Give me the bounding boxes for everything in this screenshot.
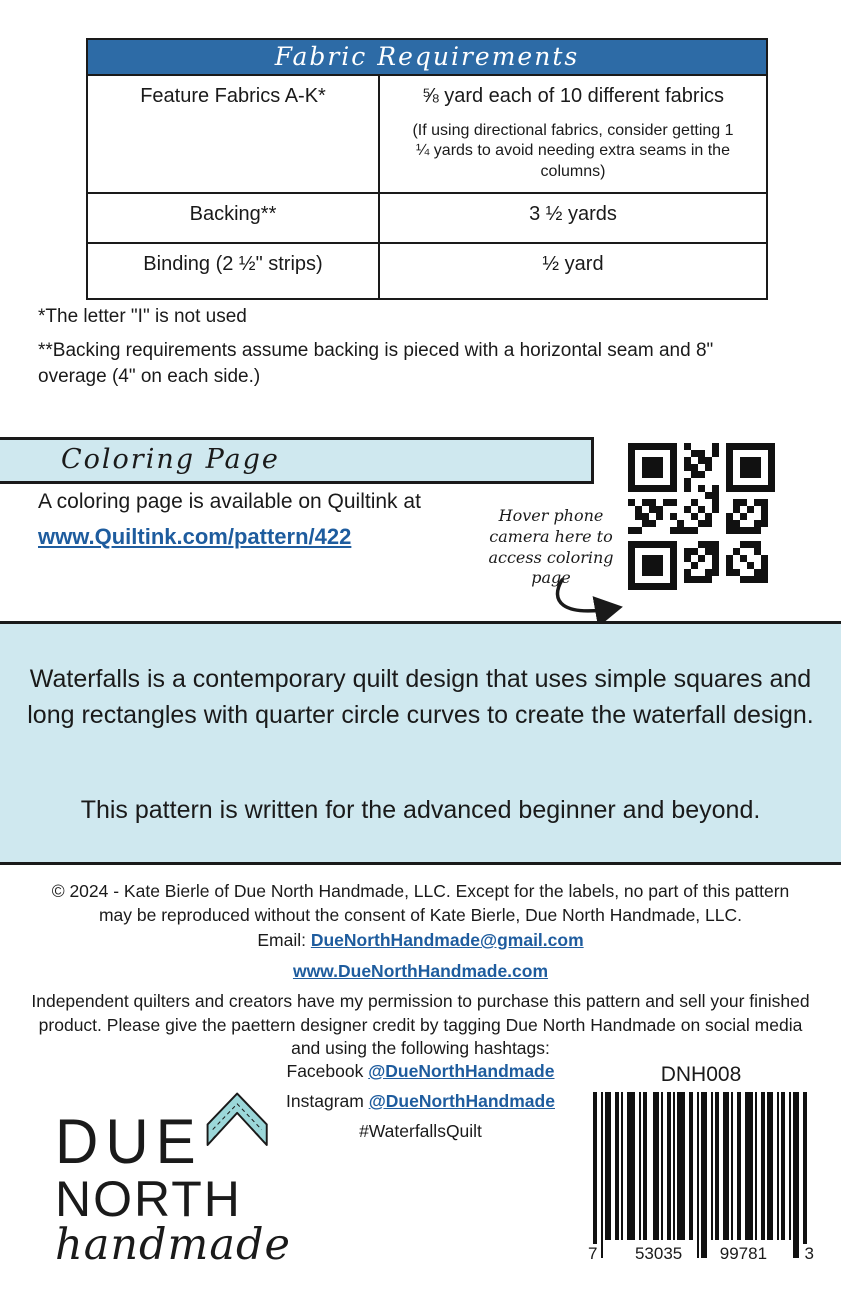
fabric-requirements-table — [86, 38, 768, 300]
due-north-handmade-logo — [55, 1086, 291, 1270]
row-label: Binding (2 ½" strips) — [88, 244, 380, 298]
barcode-block — [585, 1063, 817, 1264]
barcode-digit-left: 7 — [588, 1244, 598, 1263]
qr-instruction-note: Hover phone camera here to access coloring page — [488, 506, 614, 588]
coloring-page-header — [0, 437, 594, 484]
chevron-north-icon — [205, 1086, 269, 1168]
barcode-sku: DNH008 — [660, 1063, 742, 1086]
qr-code — [628, 443, 775, 590]
coloring-page-title: Coloring Page — [61, 444, 280, 475]
facebook-handle-link[interactable]: @DueNorthHandmade — [368, 1061, 555, 1081]
row-value: 3 ½ yards — [529, 203, 617, 225]
barcode-digit-right: 3 — [804, 1244, 814, 1263]
footnote-letter-i: *The letter "I" is not used — [38, 306, 247, 327]
description-paragraph-1: Waterfalls is a contemporary quilt design that uses simple squares and long rectangles with quarter circle curves to create the waterfall design. — [27, 665, 814, 730]
row-label: Backing** — [88, 194, 380, 242]
pattern-description-box — [0, 621, 841, 865]
website-line — [0, 961, 841, 982]
facebook-label: Facebook — [286, 1061, 364, 1081]
logo-text-due: DUE — [55, 1106, 203, 1177]
barcode-digits-group1: 53035 — [634, 1244, 683, 1263]
coloring-page-intro: A coloring page is available on Quiltink at — [38, 490, 421, 513]
footnote-backing: **Backing requirements assume backing is pieced with a horizontal seam and 8" overage (4" on each side.) — [38, 340, 714, 387]
logo-text-handmade: handmade — [55, 1220, 291, 1270]
fabric-requirements-title: Fabric Requirements — [88, 40, 766, 76]
row-value: ½ yard — [542, 253, 604, 275]
email-link[interactable]: DueNorthHandmade@gmail.com — [310, 930, 584, 950]
hashtag: #WaterfallsQuilt — [359, 1121, 482, 1141]
curved-arrow-icon — [548, 578, 634, 626]
row-value — [380, 76, 766, 192]
quiltink-link[interactable]: www.Quiltink.com/pattern/422 — [38, 524, 352, 549]
email-label: Email: — [257, 930, 306, 950]
barcode-digits-group2: 99781 — [719, 1244, 768, 1263]
logo-text-north: NORTH — [55, 1171, 242, 1227]
upc-barcode — [593, 1092, 809, 1260]
permission-notice: Independent quilters and creators have my permission to purchase this pattern and sell your finished product. Please give the paettern designer credit by tagging Due North Handmade on social media and using the following hashtags: — [31, 991, 810, 1059]
row-label: Feature Fabrics A-K* — [88, 76, 380, 192]
row-value-note: (If using directional fabrics, consider getting 1 ¼ yards to avoid needing extra seams in the columns) — [412, 122, 734, 180]
description-paragraph-2: This pattern is written for the advanced beginner and beyond. — [80, 795, 761, 824]
copyright-notice: © 2024 - Kate Bierle of Due North Handmade, LLC. Except for the labels, no part of this pattern may be reproduced without the consent of Kate Bierle, Due North Handmade, LLC. — [51, 881, 790, 925]
instagram-label: Instagram — [286, 1091, 364, 1111]
email-line — [0, 930, 841, 951]
table-row — [88, 76, 766, 194]
table-row — [88, 244, 766, 298]
instagram-handle-link[interactable]: @DueNorthHandmade — [368, 1091, 555, 1111]
row-value-main: ⅝ yard each of 10 different fabrics — [421, 85, 725, 107]
website-link[interactable]: www.DueNorthHandmade.com — [292, 961, 549, 981]
table-row — [88, 194, 766, 244]
